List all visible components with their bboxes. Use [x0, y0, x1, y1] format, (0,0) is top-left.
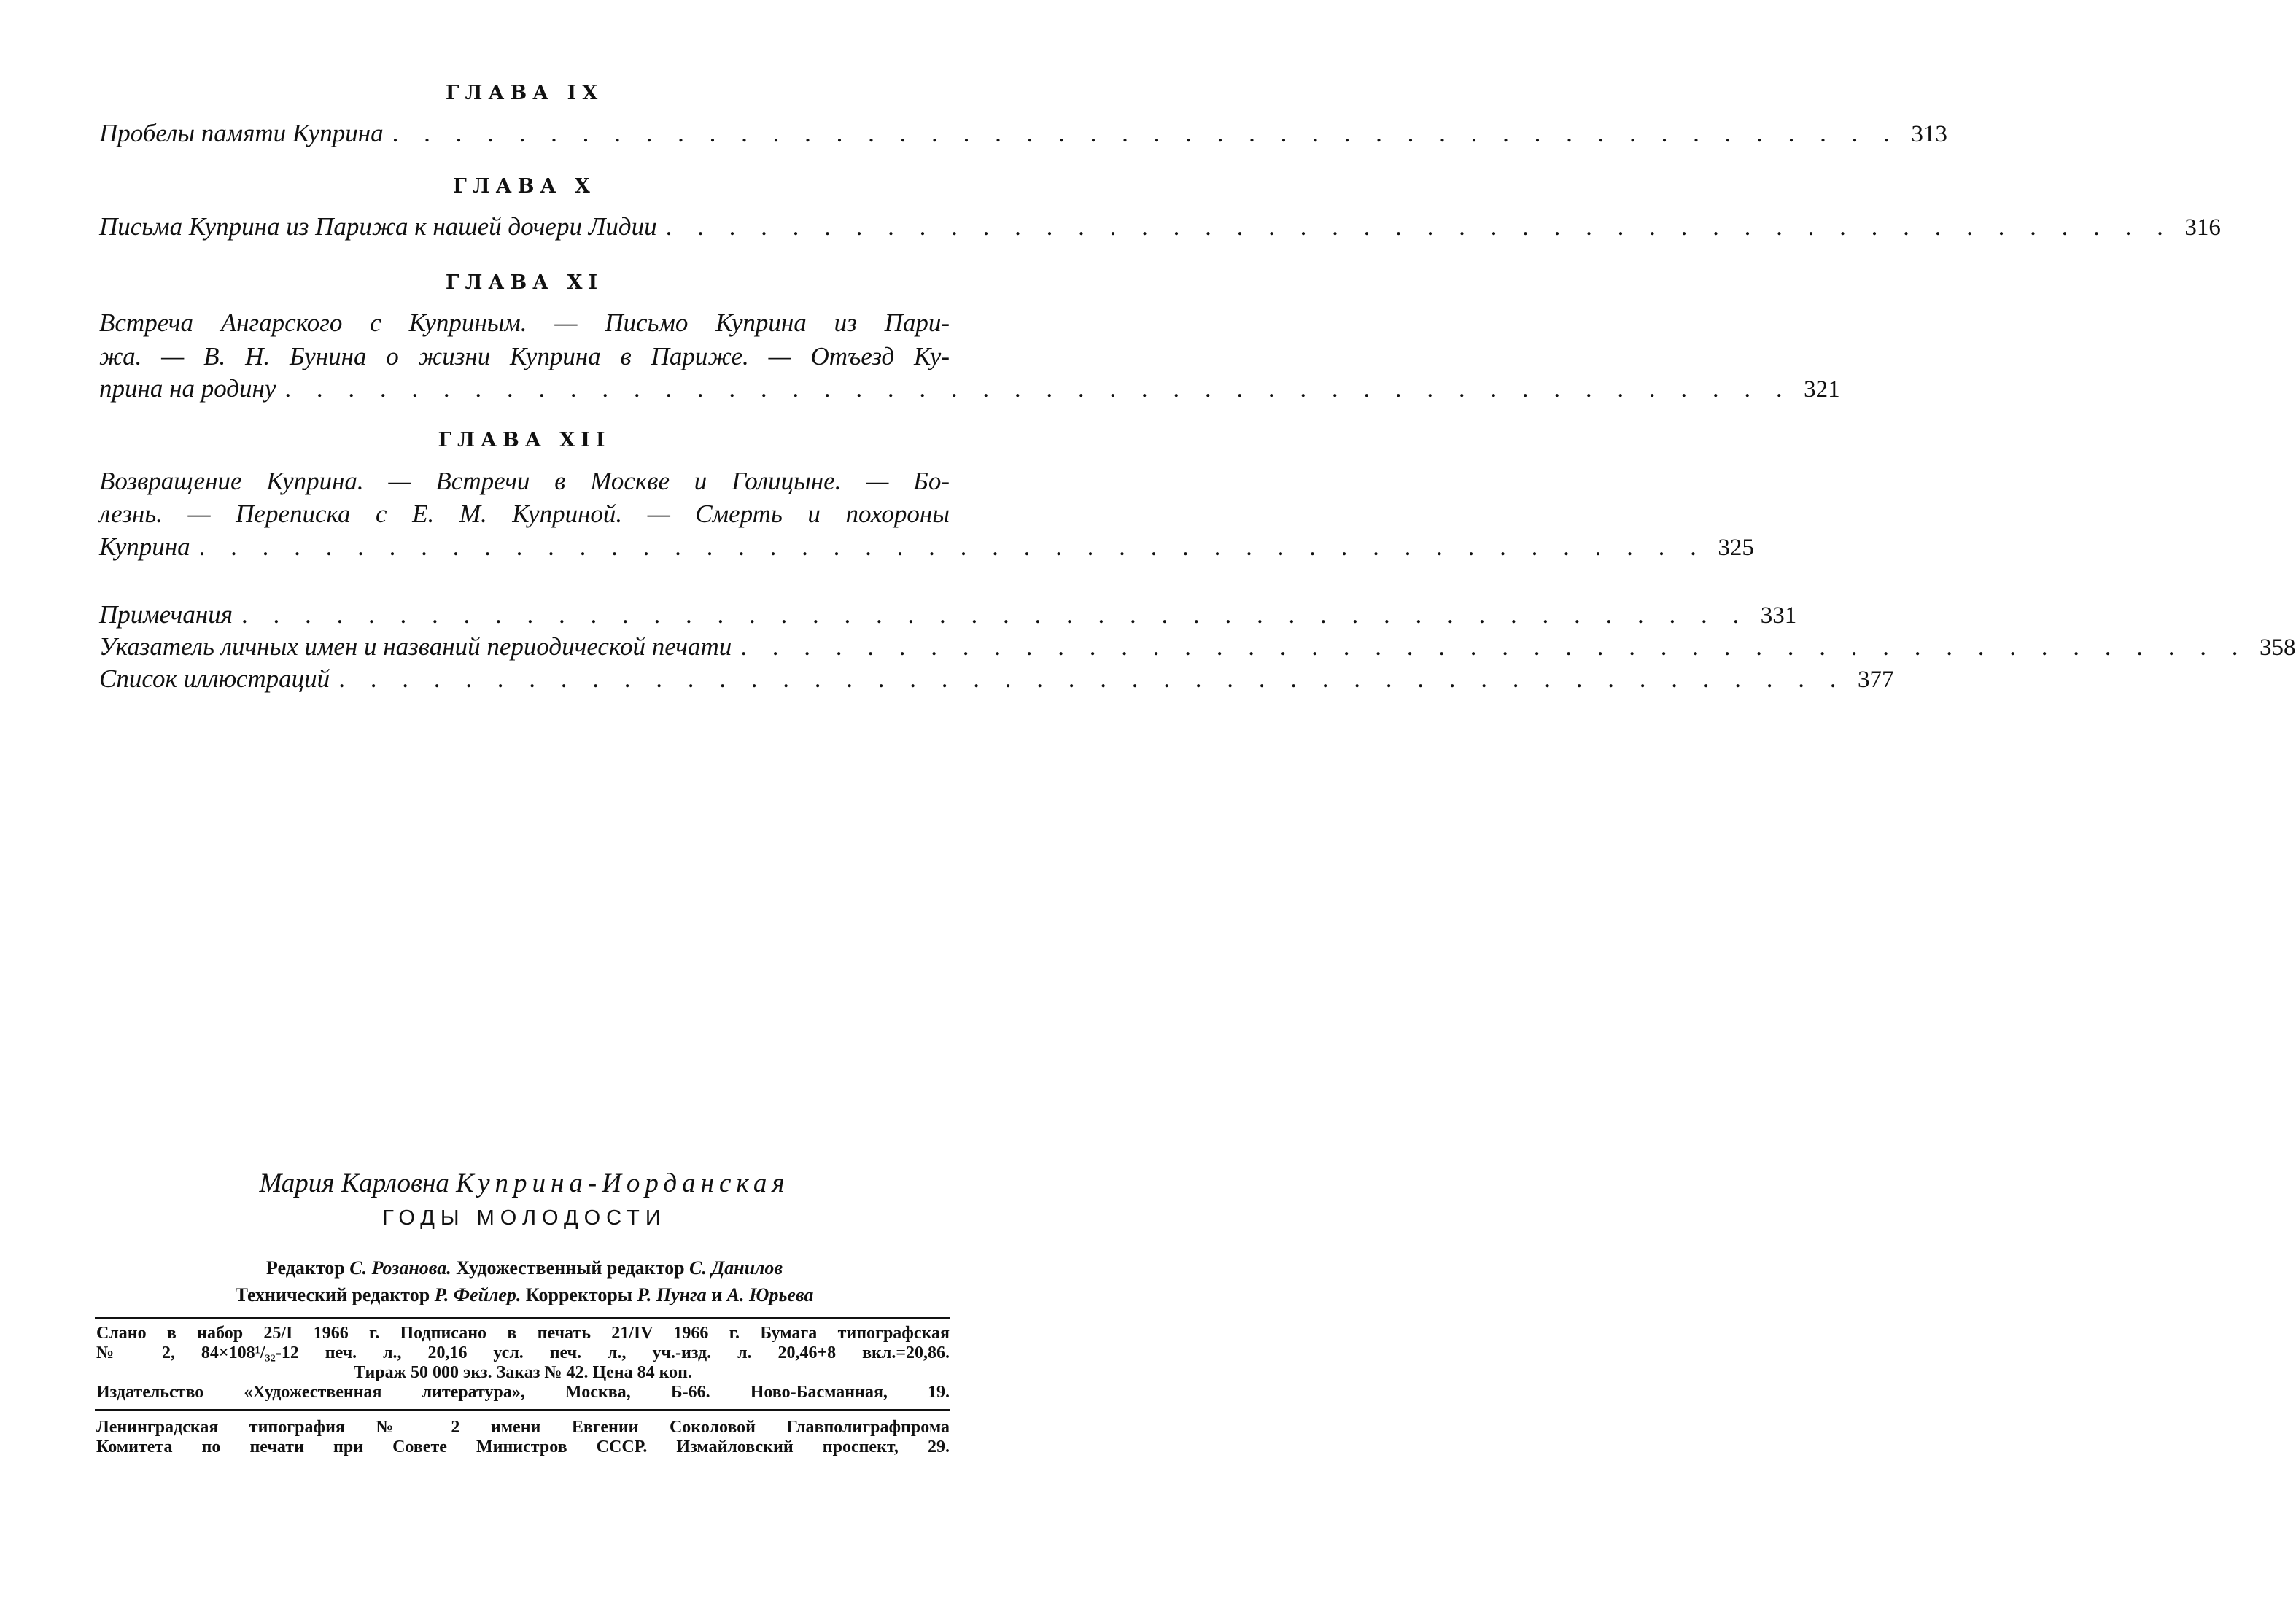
- imprint-block: [96, 1324, 950, 1402]
- imprint-line: Слано в набор 25/I 1966 г. Подписано в печать 21/IV 1966 г. Бумага типографская: [96, 1324, 950, 1343]
- leader-dots: . . . . . . . . . . . . . . . . . . . . . . . . . . . . . . . . . . . . . . . . . . . . . . . .: [740, 632, 2248, 661]
- toc-entry-title: Примечания: [99, 600, 233, 629]
- printer-line: Ленинградская типография № 2 имени Евгении Соколовой Главполиграфпрома: [96, 1418, 950, 1437]
- toc-page-number: 321: [1804, 376, 1840, 403]
- leader-dots: . . . . . . . . . . . . . . . . . . . . . . . . . . . . . . . . . . . . . . . . . . . . . . . .: [392, 119, 1899, 147]
- credit-name: С. Розанова.: [349, 1257, 451, 1279]
- credit-name: Р. Фейлер.: [434, 1284, 521, 1305]
- leader-dots: . . . . . . . . . . . . . . . . . . . . . . . . . . . . . . . . . . . . . . . . . . . . . . . .: [338, 664, 1846, 693]
- author-name: [99, 1167, 950, 1200]
- imprint-line: № 2, 84×108¹/₃₂-12 печ. л., 20,16 усл. печ. л., уч.-изд. л. 20,46+8 вкл.=20,86.: [96, 1343, 950, 1362]
- toc-entry-title: Письма Куприна из Парижа к нашей дочери Лидии: [99, 212, 657, 241]
- author-given-names: Мария Карловна: [259, 1168, 449, 1198]
- imprint-line: Тираж 50 000 экз. Заказ № 42. Цена 84 коп.: [354, 1363, 692, 1382]
- toc-entry-title: Список иллюстраций: [99, 664, 330, 693]
- toc-page-number: 313: [1911, 121, 1947, 147]
- toc-entry-notes: [99, 598, 1797, 632]
- credits-line-1: [99, 1256, 950, 1281]
- toc-entry-chapter-12-line-3: [99, 530, 1754, 564]
- toc-entry-chapter-11-line-2: жа. — В. Н. Бунина о жизни Куприна в Париже. — Отъезд Ку-: [99, 342, 950, 370]
- toc-page-number: 358: [2260, 635, 2296, 661]
- author-surname: Куприна-Иорданская: [456, 1168, 790, 1198]
- leader-dots: . . . . . . . . . . . . . . . . . . . . . . . . . . . . . . . . . . . . . . . . . . . . . . . .: [665, 212, 2173, 241]
- credit-label: Редактор: [265, 1257, 345, 1279]
- toc-entry-index: [99, 630, 2296, 664]
- toc-entry-title: прина на родину: [99, 374, 276, 403]
- credit-label: Художественный редактор: [456, 1257, 685, 1279]
- toc-entry-chapter-11-line-1: Встреча Ангарского с Куприным. — Письмо Куприна из Пари-: [99, 309, 950, 337]
- chapter-12-heading: ГЛАВА XII: [438, 429, 611, 451]
- toc-entry-chapter-12-line-2: лезнь. — Переписка с Е. М. Куприной. — Смерть и похороны: [99, 500, 950, 528]
- toc-entry-chapter-9: [99, 117, 1947, 150]
- toc-entry-title: Указатель личных имен и названий периодической печати: [99, 632, 732, 661]
- credit-name: А. Юрьева: [726, 1284, 814, 1305]
- toc-page-number: 331: [1760, 602, 1797, 629]
- toc-entry-title: Пробелы памяти Куприна: [99, 119, 384, 147]
- credit-conjunction: и: [711, 1284, 723, 1305]
- printer-line: Комитета по печати при Совете Министров СССР. Измайловский проспект, 29.: [96, 1438, 950, 1456]
- toc-entry-chapter-11-line-3: [99, 372, 1840, 406]
- toc-page-number: 325: [1718, 535, 1754, 561]
- credit-name: С. Данилов: [689, 1257, 783, 1279]
- toc-page-number: 316: [2184, 214, 2221, 241]
- imprint-top-rule: [95, 1317, 950, 1319]
- leader-dots: . . . . . . . . . . . . . . . . . . . . . . . . . . . . . . . . . . . . . . . . . . . . . . . .: [284, 374, 1792, 403]
- toc-entry-chapter-10: [99, 210, 2221, 244]
- toc-entry-chapter-12-line-1: Возвращение Куприна. — Встречи в Москве и Голицыне. — Бо-: [99, 467, 950, 495]
- printer-block: [96, 1418, 950, 1457]
- toc-entry-illustrations: [99, 662, 1894, 696]
- imprint-bottom-rule: [95, 1409, 950, 1411]
- leader-dots: . . . . . . . . . . . . . . . . . . . . . . . . . . . . . . . . . . . . . . . . . . . . . . . .: [198, 532, 1706, 561]
- chapter-9-heading: ГЛАВА IX: [445, 82, 604, 104]
- imprint-line: Издательство «Художественная литература», Москва, Б-66. Ново-Басманная, 19.: [96, 1383, 950, 1402]
- book-title: ГОДЫ МОЛОДОСТИ: [382, 1206, 667, 1230]
- credit-name: Р. Пунга: [637, 1284, 707, 1305]
- chapter-11-heading: ГЛАВА XI: [445, 271, 604, 294]
- toc-entry-title: Куприна: [99, 532, 190, 561]
- credit-label: Технический редактор: [235, 1284, 430, 1305]
- leader-dots: . . . . . . . . . . . . . . . . . . . . . . . . . . . . . . . . . . . . . . . . . . . . . . . .: [241, 600, 1749, 629]
- credit-label: Корректоры: [525, 1284, 633, 1305]
- chapter-10-heading: ГЛАВА X: [453, 175, 596, 198]
- toc-page-number: 377: [1857, 667, 1894, 693]
- credits-line-2: [99, 1283, 950, 1308]
